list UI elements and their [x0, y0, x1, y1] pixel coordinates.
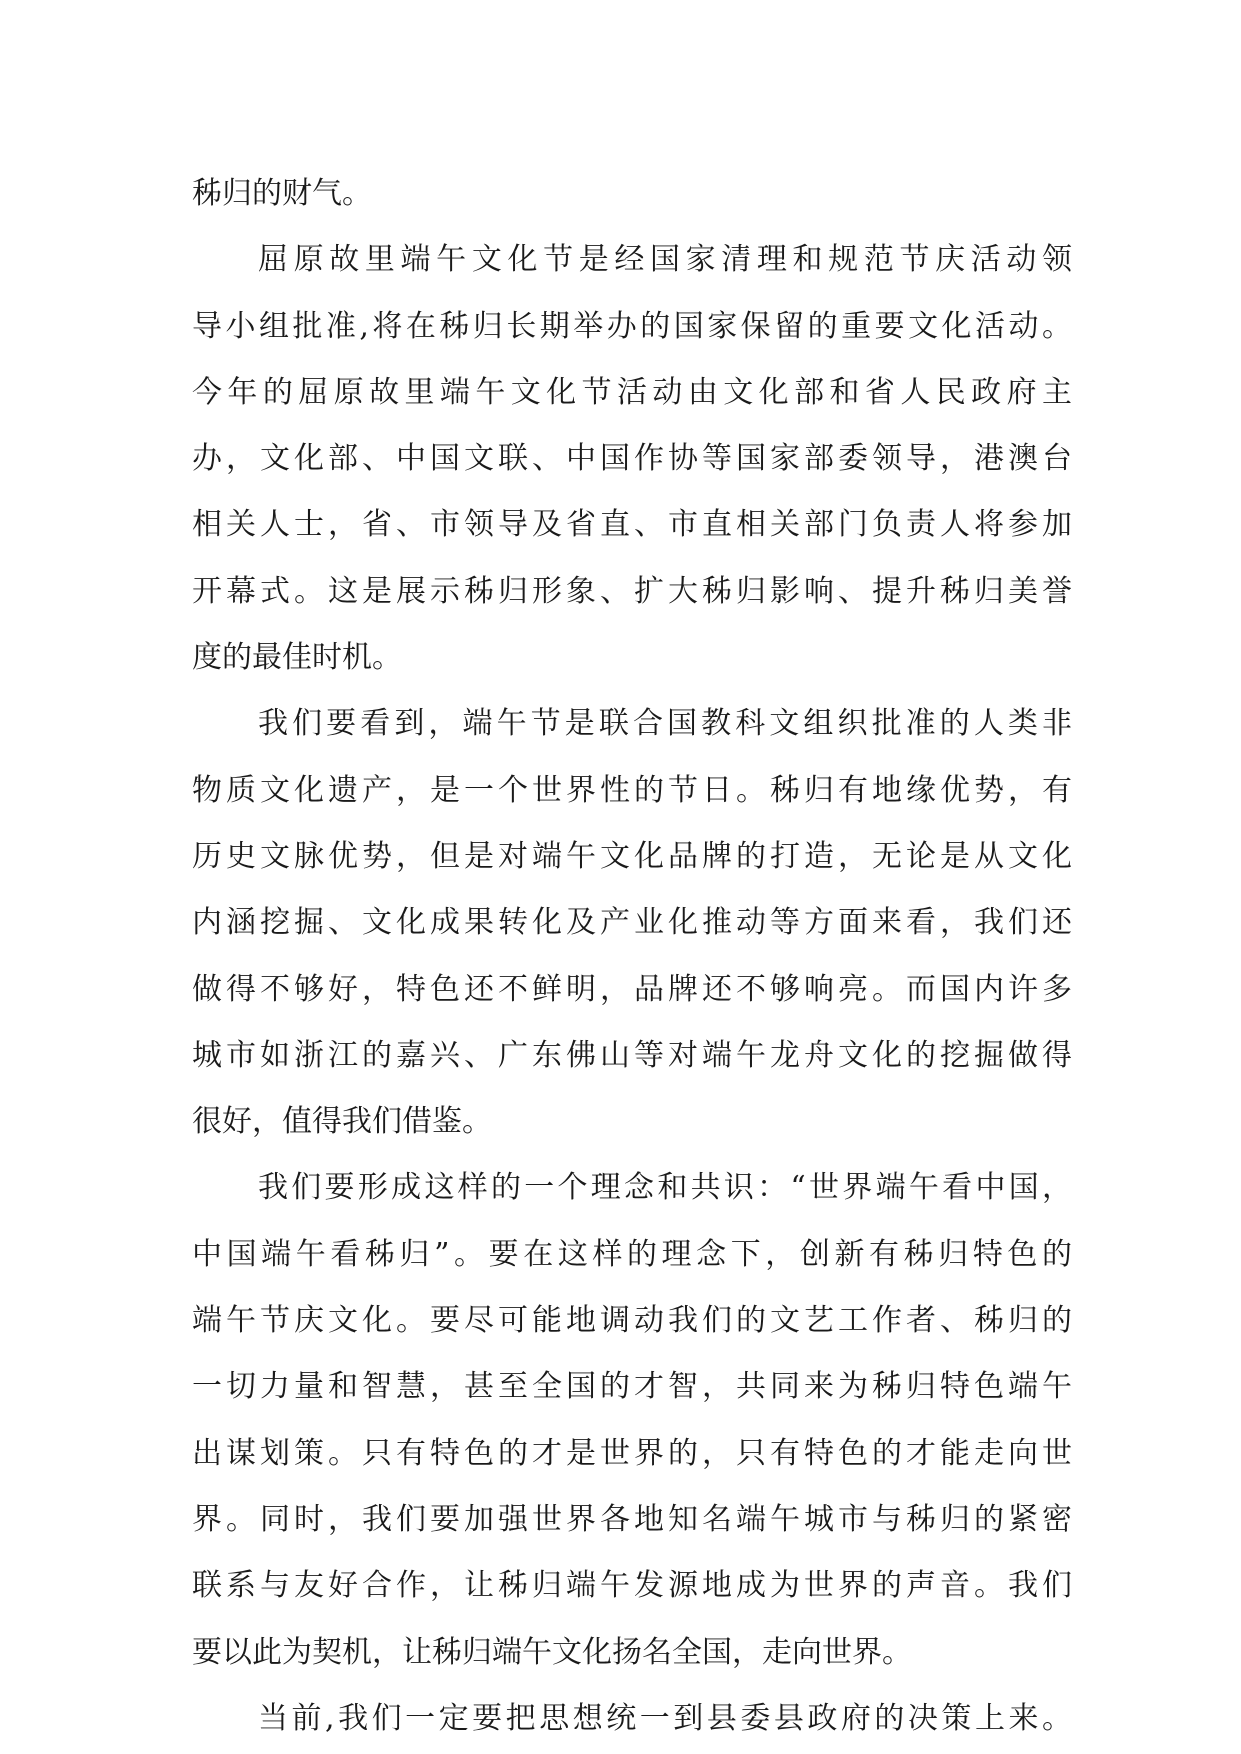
text-line: 办，文化部、中国文联、中国作协等国家部委领导，港澳台 — [192, 441, 1072, 477]
text-line: 出谋划策。只有特色的才是世界的，只有特色的才能走向世 — [192, 1435, 1072, 1471]
text-line: 相关人士，省、市领导及省直、市直相关部门负责人将参加 — [192, 507, 1072, 543]
text-line: 内涵挖掘、文化成果转化及产业化推动等方面来看，我们还 — [192, 905, 1072, 941]
text-line: 一切力量和智慧，甚至全国的才智，共同来为秭归特色端午 — [192, 1369, 1072, 1405]
text-line: 度的最佳时机。 — [192, 640, 402, 676]
text-line: 历史文脉优势，但是对端午文化品牌的打造，无论是从文化 — [192, 838, 1072, 874]
text-line: 今年的屈原故里端午文化节活动由文化部和省人民政府主 — [192, 374, 1072, 410]
text-line: 很好，值得我们借鉴。 — [192, 1104, 492, 1140]
text-line: 城市如浙江的嘉兴、广东佛山等对端午龙舟文化的挖掘做得 — [192, 1037, 1072, 1073]
text-line: 联系与友好合作，让秭归端午发源地成为世界的声音。我们 — [192, 1568, 1072, 1604]
text-line: 做得不够好，特色还不鲜明，品牌还不够响亮。而国内许多 — [192, 971, 1072, 1007]
paragraph-first-line: 我们要看到，端午节是联合国教科文组织批准的人类非 — [258, 706, 1072, 742]
text-line: 界。同时，我们要加强世界各地知名端午城市与秭归的紧密 — [192, 1501, 1072, 1537]
text-line: 端午节庆文化。要尽可能地调动我们的文艺工作者、秭归的 — [192, 1303, 1072, 1339]
text-line: 导小组批准,将在秭归长期举办的国家保留的重要文化活动。 — [192, 308, 1072, 344]
text-line: 秭归的财气。 — [192, 176, 372, 211]
text-line: 物质文化遗产，是一个世界性的节日。秭归有地缘优势，有 — [192, 772, 1072, 808]
text-line: 要以此为契机，让秭归端午文化扬名全国，走向世界。 — [192, 1634, 912, 1670]
paragraph-first-line: 屈原故里端午文化节是经国家清理和规范节庆活动领 — [258, 242, 1072, 278]
paragraph-first-line: 我们要形成这样的一个理念和共识：“世界端午看中国， — [258, 1170, 1072, 1206]
document-body — [192, 161, 1072, 1752]
text-line: 开幕式。这是展示秭归形象、扩大秭归影响、提升秭归美誉 — [192, 573, 1072, 609]
paragraph-first-line: 当前,我们一定要把思想统一到县委县政府的决策上来。 — [258, 1700, 1072, 1736]
text-line: 中国端午看秭归”。要在这样的理念下，创新有秭归特色的 — [192, 1236, 1072, 1272]
